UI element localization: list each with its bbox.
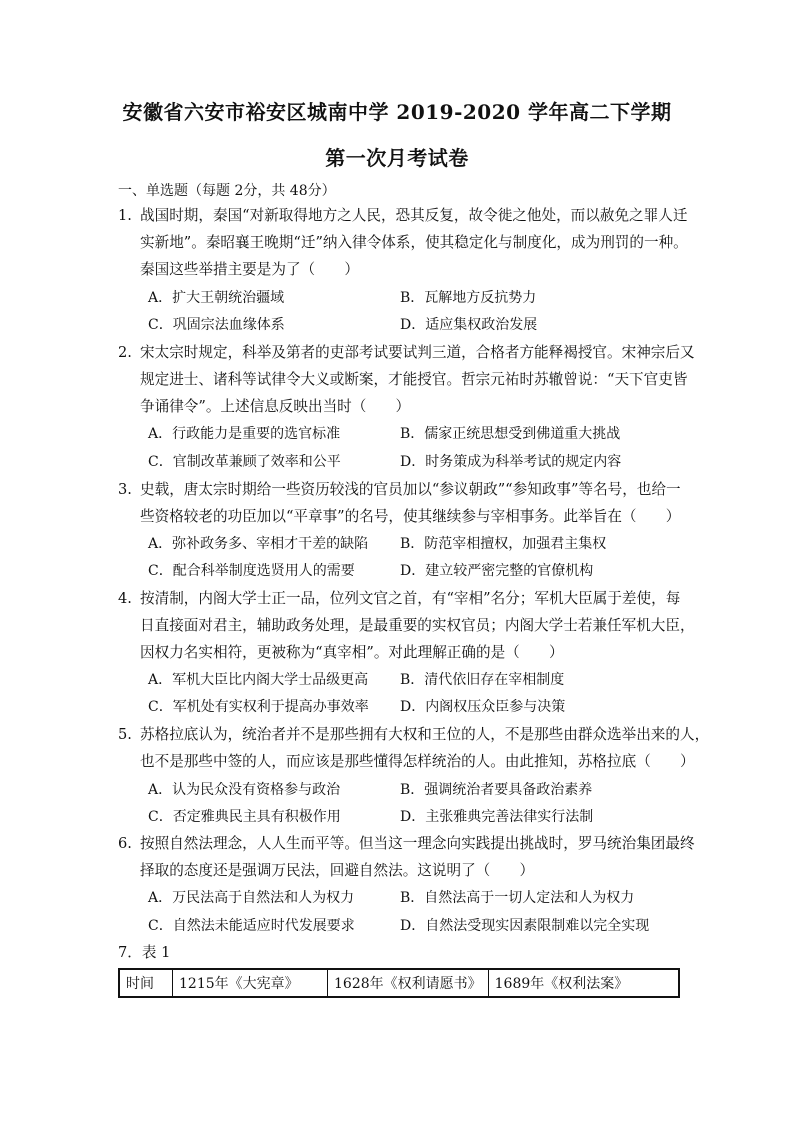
option-b: B．清代依旧存在宰相制度 xyxy=(400,672,565,688)
document-title-line2: 第一次月考试卷 xyxy=(325,146,469,170)
option-c: C．军机处有实权利于提高办事效率 xyxy=(148,699,369,715)
option-a: A．行政能力是重要的选官标准 xyxy=(148,426,341,442)
option-a: A．万民法高于自然法和人为权力 xyxy=(148,890,355,906)
option-c: C．官制改革兼顾了效率和公平 xyxy=(148,454,341,470)
question-text: 按清制，内阁大学士正一品，位列文官之首，有“宰相”名分；军机大臣属于差使，每 xyxy=(140,590,681,607)
history-table xyxy=(118,968,680,998)
question-text: 因权力名实相符，更被称为“真宰相”。对此理解正确的是（ ） xyxy=(140,644,564,661)
question-text: 些资格较老的功臣加以“平章事”的名号，使其继续参与宰相事务。此举旨在（ ） xyxy=(140,508,681,525)
table-cell: 时间 xyxy=(119,969,173,997)
option-c: C．自然法未能适应时代发展要求 xyxy=(148,918,355,934)
question-number: 4. xyxy=(118,590,132,607)
option-c: C．配合科举制度选贤用人的需要 xyxy=(148,563,355,579)
question-number: 2. xyxy=(118,344,132,361)
section-heading: 一、单选题（每题 2分，共 48分） xyxy=(118,183,336,199)
option-c: C．巩固宗法血缘体系 xyxy=(148,317,285,333)
option-a: A．认为民众没有资格参与政治 xyxy=(148,782,341,798)
document-title-line1: 安徽省六安市裕安区城南中学 2019-2020 学年高二下学期 xyxy=(122,100,672,124)
option-d: D．内阁权压众臣参与决策 xyxy=(400,699,566,715)
question-text: 按照自然法理念，人人生而平等。但当这一理念向实践提出挑战时，罗马统治集团最终 xyxy=(140,835,695,852)
question-number: 3. xyxy=(118,481,132,498)
option-d: D．自然法受现实因素限制难以完全实现 xyxy=(400,918,650,934)
question-text: 日直接面对君主，辅助政务处理，是最重要的实权官员；内阁大学士若兼任军机大臣， xyxy=(140,617,695,634)
question-text: 战国时期，秦国“对新取得地方之人民，恐其反复，故令徙之他处，而以赦免之罪人迁 xyxy=(140,207,688,224)
question-text: 秦国这些举措主要是为了（ ） xyxy=(140,261,359,278)
option-d: D．主张雅典完善法律实行法制 xyxy=(400,809,594,825)
question-7-label: 7．表 1 xyxy=(118,944,171,961)
table-row xyxy=(119,969,679,997)
question-text: 择取的态度还是强调万民法，回避自然法。这说明了（ ） xyxy=(140,862,535,879)
option-b: B．自然法高于一切人定法和人为权力 xyxy=(400,890,635,906)
question-text: 苏格拉底认为，统治者并不是那些拥有大权和王位的人，不是那些由群众选举出来的人， xyxy=(140,726,710,743)
question-text: 也不是那些中签的人，而应该是那些懂得怎样统治的人。由此推知，苏格拉底（ ） xyxy=(140,753,695,770)
question-number: 1. xyxy=(118,207,132,224)
question-text: 争诵律令”。上述信息反映出当时（ ） xyxy=(140,398,411,415)
option-a: A．弥补政务多、宰相才干差的缺陷 xyxy=(148,536,369,552)
question-text: 实新地”。秦昭襄王晚期“迁”纳入律令体系，使其稳定化与制度化，成为刑罚的一种。 xyxy=(140,234,688,251)
option-b: B．强调统治者要具备政治素养 xyxy=(400,782,593,798)
option-d: D．适应集权政治发展 xyxy=(400,317,538,333)
table-cell: 1689年《权利法案》 xyxy=(488,969,679,997)
question-text: 宋太宗时规定，科举及第者的吏部考试要试判三道，合格者方能释褐授官。宋神宗后又 xyxy=(140,344,695,361)
option-c: C．否定雅典民主具有积极作用 xyxy=(148,809,341,825)
question-number: 5. xyxy=(118,726,132,743)
table-cell: 1215年《大宪章》 xyxy=(173,969,328,997)
option-b: B．防范宰相擅权，加强君主集权 xyxy=(400,536,607,552)
option-b: B．瓦解地方反抗势力 xyxy=(400,290,537,306)
question-text: 史载，唐太宗时期给一些资历较浅的官员加以“参议朝政”“参知政事”等名号，也给一 xyxy=(140,481,681,498)
option-a: A．军机大臣比内阁大学士品级更高 xyxy=(148,672,369,688)
question-text: 规定进士、诸科等试律令大义或断案，才能授官。哲宗元祐时苏辙曾说：“天下官吏皆 xyxy=(140,371,688,388)
table-cell: 1628年《权利请愿书》 xyxy=(328,969,489,997)
option-d: D．建立较严密完整的官僚机构 xyxy=(400,563,594,579)
question-number: 6. xyxy=(118,835,132,852)
option-d: D．时务策成为科举考试的规定内容 xyxy=(400,454,622,470)
option-a: A．扩大王朝统治疆域 xyxy=(148,290,285,306)
option-b: B．儒家正统思想受到佛道重大挑战 xyxy=(400,426,621,442)
